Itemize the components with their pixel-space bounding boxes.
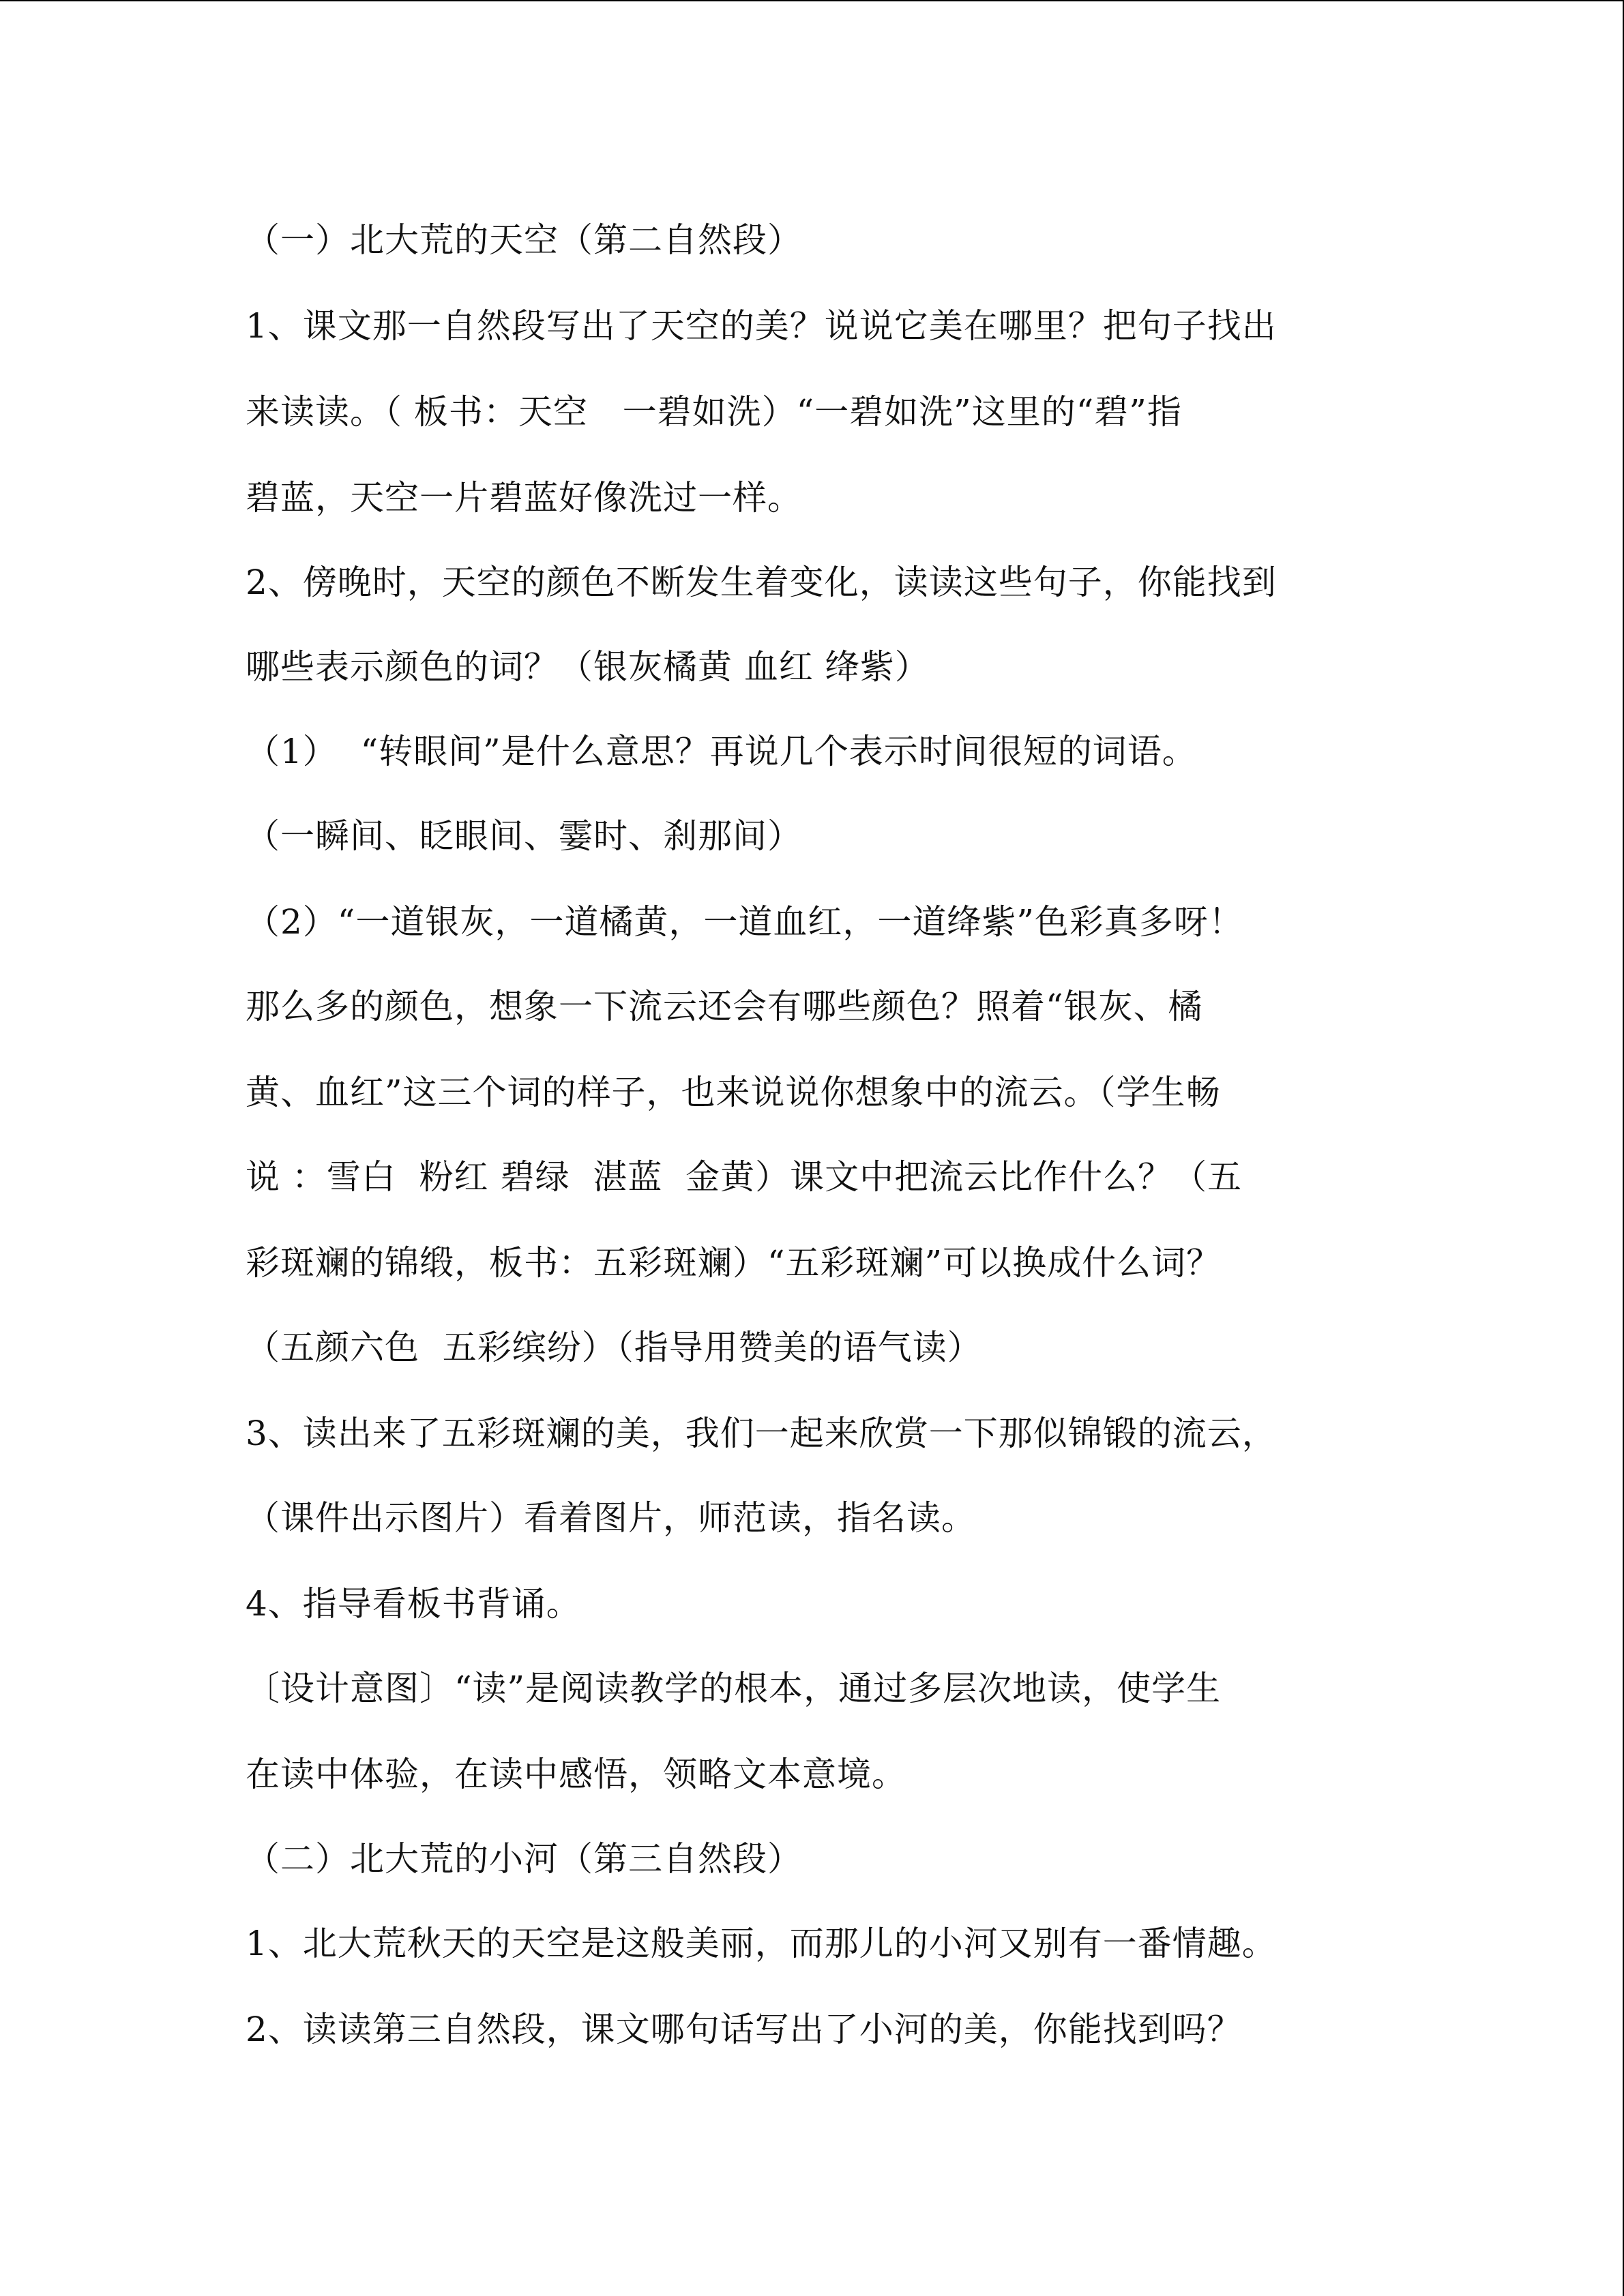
text-line: 来读读。（ 板书：天空 一碧如洗）“一碧如洗”这里的“碧”指 <box>246 392 1182 432</box>
text-line: 黄、血红”这三个词的样子，也来说说你想象中的流云。（学生畅 <box>246 1073 1221 1112</box>
text-line: 在读中体验，在读中感悟，领略文本意境。 <box>246 1755 906 1794</box>
text-line: （1） “转眼间”是什么意思？再说几个表示时间很短的词语。 <box>246 732 1197 771</box>
section-heading-river: （二）北大荒的小河（第三自然段） <box>246 1839 802 1879</box>
text-line: 4、指导看板书背诵。 <box>246 1584 581 1624</box>
text-line: （2）“一道银灰，一道橘黄，一道血红，一道绛紫”色彩真多呀！ <box>246 902 1243 942</box>
text-line: （五颜六色 五彩缤纷）（指导用赞美的语气读） <box>246 1328 982 1367</box>
text-line: 说 ：雪白 粉红 碧绿 湛蓝 金黄）课文中把流云比作什么？（五 <box>246 1157 1243 1197</box>
section-heading-sky: （一）北大荒的天空（第二自然段） <box>246 220 802 260</box>
text-line: 〔设计意图〕“读”是阅读教学的根本，通过多层次地读，使学生 <box>246 1669 1222 1708</box>
text-line: （课件出示图片）看着图片，师范读，指名读。 <box>246 1498 976 1538</box>
text-line: 彩斑斓的锦缎，板书：五彩斑斓）“五彩斑斓”可以换成什么词？ <box>246 1243 1222 1283</box>
text-line: 那么多的颜色，想象一下流云还会有哪些颜色？照着“银灰、橘 <box>246 987 1203 1026</box>
text-line: 2、傍晚时，天空的颜色不断发生着变化，读读这些句子，你能找到 <box>246 563 1277 602</box>
text-line: 2、读读第三自然段，课文哪句话写出了小河的美，你能找到吗？ <box>246 2010 1242 2049</box>
text-line: 1、课文那一自然段写出了天空的美？说说它美在哪里？把句子找出 <box>246 306 1277 346</box>
text-line: 哪些表示颜色的词？（银灰橘黄 血红 绛紫） <box>246 647 930 687</box>
text-line: 3、读出来了五彩斑斓的美，我们一起来欣赏一下那似锦锻的流云， <box>246 1414 1277 1453</box>
text-line: 碧蓝，天空一片碧蓝好像洗过一样。 <box>246 478 802 518</box>
text-line: 1、北大荒秋天的天空是这般美丽，而那儿的小河又别有一番情趣。 <box>246 1924 1277 1963</box>
text-line: （一瞬间、眨眼间、霎时、刹那间） <box>246 816 802 856</box>
